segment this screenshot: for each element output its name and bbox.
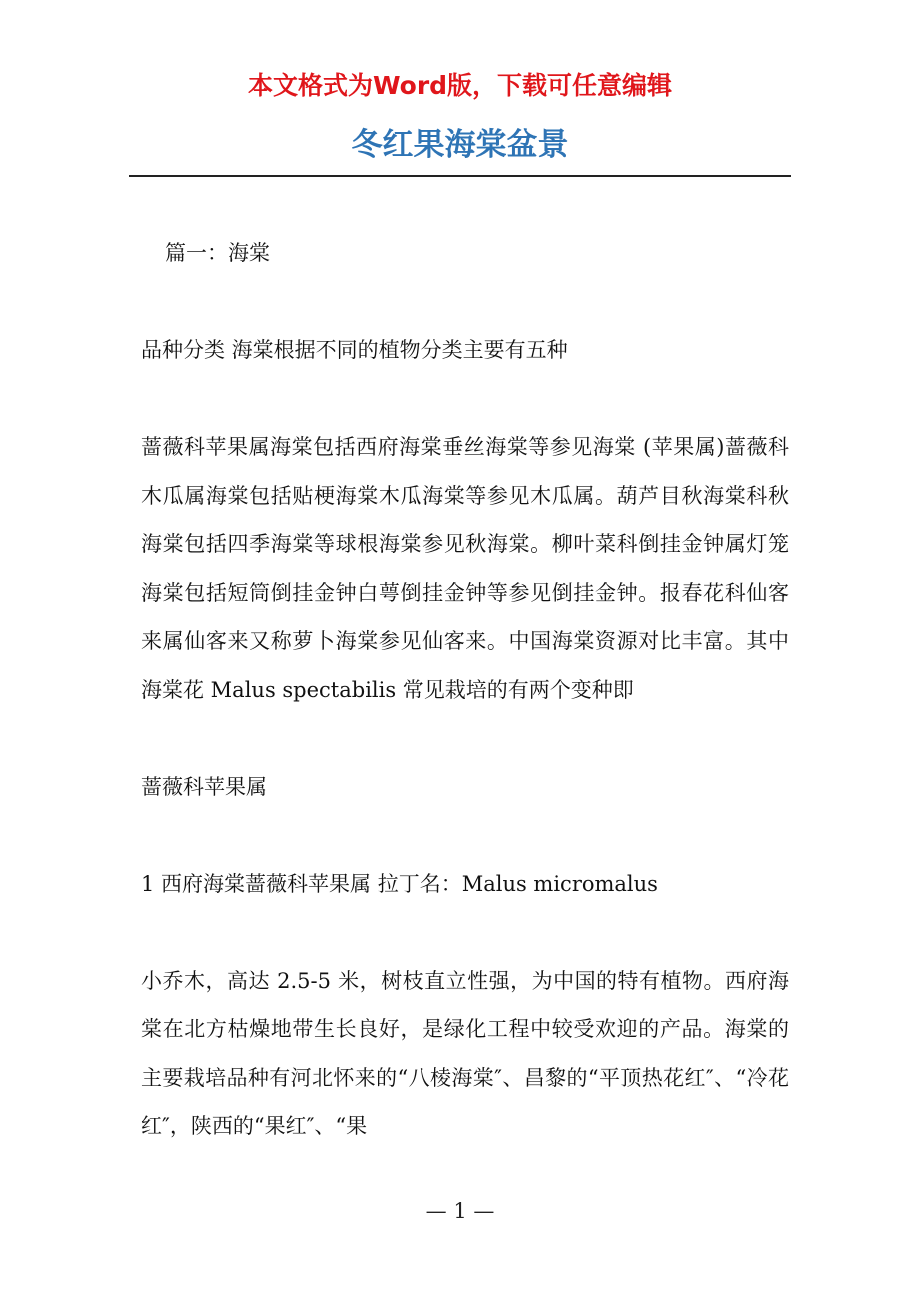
paragraph-classification: 品种分类 海棠根据不同的植物分类主要有五种 [141,338,568,362]
paragraph-genus-heading: 蔷薇科苹果属 [141,774,267,799]
format-notice-banner: 本文格式为Word版，下载可任意编辑 [247,71,673,100]
section-heading: 篇一：海棠 [165,241,270,265]
paragraph-xifu-heading: 1 西府海棠蔷薇科苹果属 拉丁名：Malus micromalus [141,871,658,896]
paragraph-xifu-description: 小乔木，高达 2.5-5 米，树枝直立性强，为中国的特有植物。西府海棠在北方枯燥地带生长良好，是绿化工程中较受欢迎的产品。海棠的主要栽培品种有河北怀来的“八棱海棠″、昌黎的“平顶热花红″、“冷花红″，陕西的“果红″、“果 [141,968,789,1138]
page-number: — 1 — [425,1199,495,1223]
paragraph-species-list: 蔷薇科苹果属海棠包括西府海棠垂丝海棠等参见海棠 (苹果属)蔷薇科木瓜属海棠包括贴梗海棠木瓜海棠等参见木瓜属。葫芦目秋海棠科秋海棠包括四季海棠等球根海棠参见秋海棠。柳叶菜科倒挂金钟属灯笼海棠包括短筒倒挂金钟白萼倒挂金钟等参见倒挂金钟。报春花科仙客来属仙客来又称萝卜海棠参见仙客来。中国海棠资源对比丰富。其中海棠花 Malus spectabilis 常见栽培的有两个变种即 [141,435,789,702]
document-body [141,229,789,1199]
title-divider [129,175,791,177]
document-title: 冬红果海棠盆景 [351,127,569,163]
